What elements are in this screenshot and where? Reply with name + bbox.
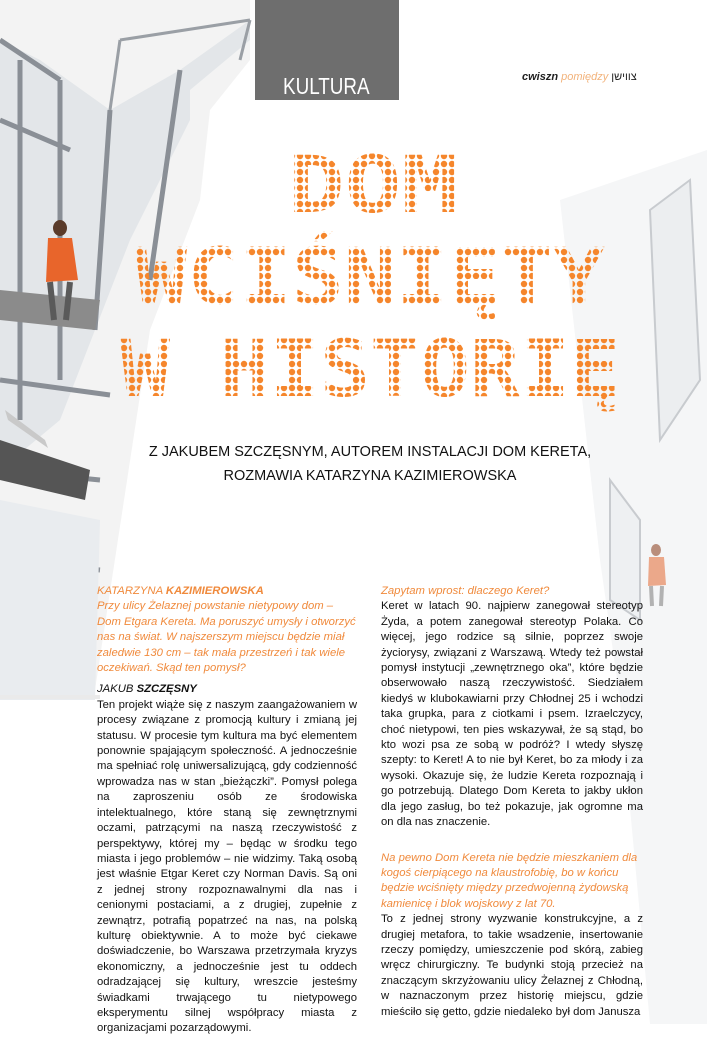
interviewer-last-name: KAZIMIEROWSKA <box>165 585 264 597</box>
answer-2: Keret w latach 90. najpierw zanegował stereotyp Żyda, a potem zanegował stereotyp Polaka. Co więcej, jego rodzice są silnie, poprzez swoje życiorysy, związani z Warszawą. Wtedy też powstał pomysł instytucji „zewnętrznego oka”, które będzie obserwowało naszą rzeczywistość. Siedziałem kiedyś w klubokawiarni przy Chłodnej 25 i wchodzi taka grupka, para z ciotkami i psem. Izraelczycy, choć nietypowi, ten pies wskazywał, że są stąd, bo kto wozi psa ze sobą w podróż? I wtedy słyszę szepty: to Keret! A to nie był Keret, bo za młody i za wysoki. Okazuje się, że ludzie Kereta rozpoznają i go potrzebują. Dlatego Dom Kereta to jakby ukłon dla jego zasług, bo też pokazuje, jak ogromne ma on dla nas znaczenie. <box>381 600 643 829</box>
respondent-name <box>97 682 357 697</box>
subtitle <box>100 440 640 488</box>
ground-line <box>0 695 100 699</box>
interviewer-first-name: KATARZYNA <box>97 585 166 597</box>
respondent-first-name: JAKUB <box>97 683 137 696</box>
respondent-last-name: SZCZĘSNY <box>136 683 197 696</box>
masthead-part-2: pomiędzy <box>558 71 609 83</box>
lower-glass <box>0 500 100 700</box>
masthead-part-1: cwiszn <box>522 71 559 83</box>
answer-3: To z jednej strony wyzwanie konstrukcyjne, a z drugiej metafora, to takie wsadzenie, insertowanie rzeczy pomiędzy, umieszczenie pod skórą, zabieg wręcz chirurgiczny. Te budynki stoją przecież na znaczącym skrzyżowaniu ulicy Żelaznej z Chłodną, w naznaczonym przez historię miejscu, gdzie mieściło się getto, gdzie niedaleko był dom Janusza <box>381 913 643 1018</box>
masthead-part-3: צווישן <box>608 71 637 83</box>
interviewer-name <box>97 584 357 599</box>
masthead-logo <box>522 71 637 83</box>
paragraph-gap <box>381 831 643 851</box>
question-3: Na pewno Dom Kereta nie będzie mieszkaniem dla kogoś cierpiącego na klaustrofobię, bo w końcu będzie wciśnięty między przedwojenną żydowską kamienicę i blok wojskowy z lat 70. <box>381 851 638 910</box>
subtitle-line-2: ROZMAWIA KATARZYNA KAZIMIEROWSKA <box>223 468 517 484</box>
question-1: Przy ulicy Żelaznej powstanie nietypowy dom – Dom Etgara Kereta. Ma poruszyć umysły i otworzyć nas na świat. W najszerszym miejscu będzie miał zaledwie 130 cm – tak mała przestrzeń i tak wiele oczekiwań. Skąd ten pomysł? <box>97 600 356 675</box>
headline-line-1: DOM <box>288 141 458 231</box>
section-tab <box>255 0 399 100</box>
headline-line-3: W HISTORIĘ <box>120 325 620 415</box>
right-person-head <box>651 544 661 556</box>
question-2: Zapytam wprost: dlaczego Keret? <box>381 585 550 597</box>
section-label: KULTURA <box>283 73 370 99</box>
right-person-body <box>648 557 666 586</box>
right-column <box>381 584 643 1020</box>
subtitle-line-1: Z JAKUBEM SZCZĘSNYM, AUTOREM INSTALACJI DOM KERETA, <box>148 444 592 460</box>
headline-line-2: WCIŚNIĘTY <box>135 233 558 323</box>
left-column <box>97 584 357 1037</box>
answer-1: Ten projekt wiąże się z naszym zaangażowaniem w procesy związane z promocją kultury i zmianą jej statusu. W procesie tym kultura ma być elementem ponownie spajającym społeczność. A jednocześnie ma spełniać rolę uniwersalizującą, gdy codzienność wprowadza nas w stan „bieżączki”. Pomysł polega na zaproszeniu osób ze środowiska intelektualnego, które staną się zewnętrznymi oczami, patrzącymi na naszą rzeczywistość z perspektywy, której my – będąc w środku tego miasta i jego problemów – nie widzimy. Taką osobą jest właśnie Etgar Keret czy Norman Davis. Są oni z jednej strony rozpoznawalnymi dla nas i cenionymi postaciami, a z drugiej, zupełnie z zewnątrz, potrafią popatrzeć na nas, na polską kulturę obiektywnie. A to może być ciekawe doświadczenie, bo Warszawa przetrzymała kryzys ekonomiczny, a jednocześnie jest tu oddech odradzającej się kultury, wreszcie jesteśmy świadkami trwającego tu nietypowego eksperymentu silnej współpracy miasta z organizacjami pozarządowymi. <box>97 698 357 1035</box>
person-head <box>53 220 67 236</box>
